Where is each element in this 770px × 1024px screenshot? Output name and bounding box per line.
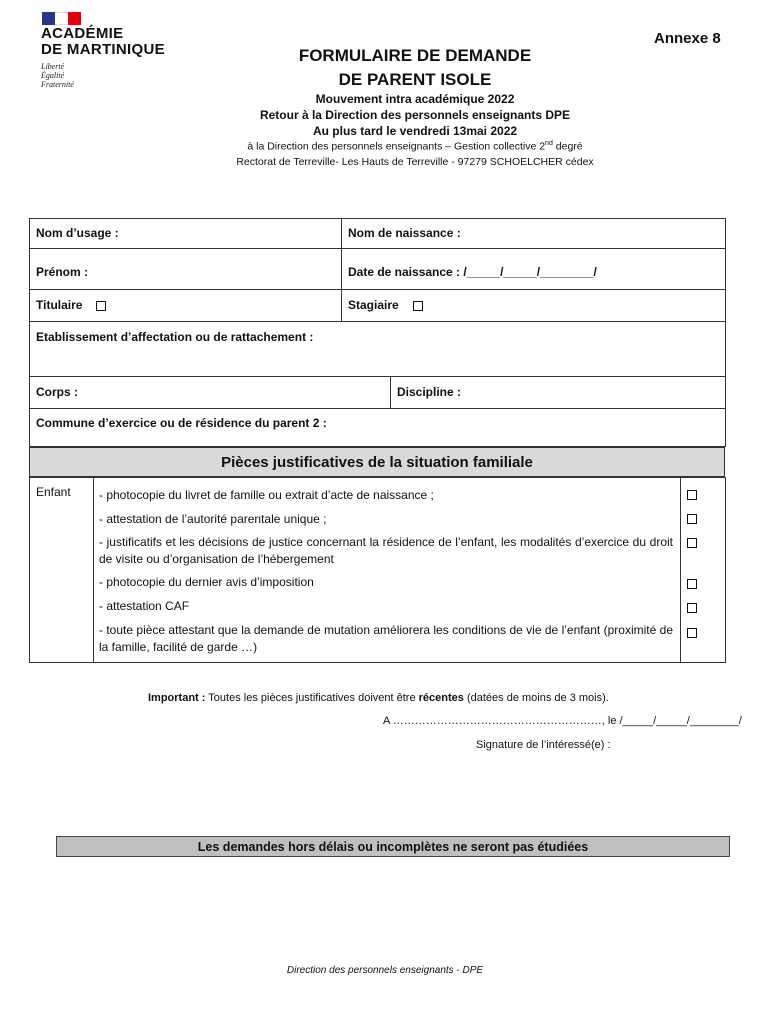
piece-item: - toute pièce attestant que la demande de mutation améliorera les conditions de vie de l’enfant (proximité de la famille, facilité de garde …) <box>99 623 673 654</box>
commune-field[interactable]: Commune d’exercice ou de résidence du parent 2 : <box>36 416 327 430</box>
motto-egalite: Égalité <box>41 71 65 80</box>
logo-motto <box>41 62 74 89</box>
address-direction: à la Direction des personnels enseignants – Gestion collective 2nd degré <box>247 140 583 153</box>
date-naissance-field[interactable]: Date de naissance : /_____/_____/________/ <box>348 265 597 279</box>
piece-item: - justificatifs et les décisions de justice concernant la résidence de l’enfant, les modalités d’exercice du droit de visite ou d’organisation de l’hébergement <box>99 535 673 566</box>
motto-liberte: Liberté <box>41 62 65 71</box>
discipline-field[interactable]: Discipline : <box>397 385 462 399</box>
stagiaire-option[interactable] <box>348 298 423 312</box>
prenom-field[interactable]: Prénom : <box>36 265 89 279</box>
pieces-heading: Pièces justificatives de la situation familiale <box>29 447 725 477</box>
corps-field[interactable]: Corps : <box>36 385 78 399</box>
piece-checkbox[interactable] <box>687 579 697 589</box>
republic-flag-logo <box>42 12 81 25</box>
page-footer: Direction des personnels enseignants - DPE <box>286 965 484 976</box>
form-title-line1: FORMULAIRE DE DEMANDE <box>298 46 532 65</box>
nom-usage-field[interactable]: Nom d’usage : <box>36 226 119 240</box>
subtitle-mouvement: Mouvement intra académique 2022 <box>315 92 515 106</box>
piece-item: - photocopie du livret de famille ou extrait d’acte de naissance ; <box>99 488 434 502</box>
titulaire-label: Titulaire <box>36 298 83 312</box>
titulaire-option[interactable] <box>36 298 106 312</box>
piece-checkbox[interactable] <box>687 514 697 524</box>
signature-label: Signature de l’intéressé(e) : <box>476 739 611 751</box>
pieces-category-enfant: Enfant <box>36 485 71 499</box>
etablissement-field[interactable]: Etablissement d’affectation ou de rattachement : <box>36 330 314 344</box>
stagiaire-label: Stagiaire <box>348 298 399 312</box>
piece-item: - attestation CAF <box>99 599 190 613</box>
place-date-line[interactable]: A …………………………………………………, le /_____/_____/________/ <box>383 715 742 727</box>
piece-item: - attestation de l’autorité parentale unique ; <box>99 512 327 526</box>
subtitle-retour: Retour à la Direction des personnels enseignants DPE <box>259 108 571 122</box>
piece-checkbox[interactable] <box>687 538 697 548</box>
subtitle-deadline: Au plus tard le vendredi 13mai 2022 <box>312 124 518 138</box>
logo-academie: ACADÉMIE <box>41 25 124 42</box>
titulaire-checkbox[interactable] <box>96 301 106 311</box>
important-label: Important : <box>148 692 206 704</box>
logo-martinique: DE MARTINIQUE <box>41 41 165 58</box>
motto-fraternite: Fraternité <box>41 80 74 89</box>
nom-naissance-field[interactable]: Nom de naissance : <box>348 226 461 240</box>
piece-checkbox[interactable] <box>687 603 697 613</box>
piece-item: - photocopie du dernier avis d’imposition <box>99 575 314 589</box>
address-rectorat: Rectorat de Terreville- Les Hauts de Terreville - 97279 SCHOELCHER cédex <box>236 156 594 168</box>
piece-checkbox[interactable] <box>687 490 697 500</box>
form-title-line2: DE PARENT ISOLE <box>338 70 492 89</box>
warning-banner: Les demandes hors délais ou incomplètes ne seront pas étudiées <box>56 836 730 857</box>
piece-checkbox[interactable] <box>687 628 697 638</box>
annexe-label: Annexe 8 <box>654 30 721 47</box>
stagiaire-checkbox[interactable] <box>413 301 423 311</box>
important-note: Important : Toutes les pièces justificatives doivent être récentes (datées de moins de 3 mois). <box>148 692 609 704</box>
